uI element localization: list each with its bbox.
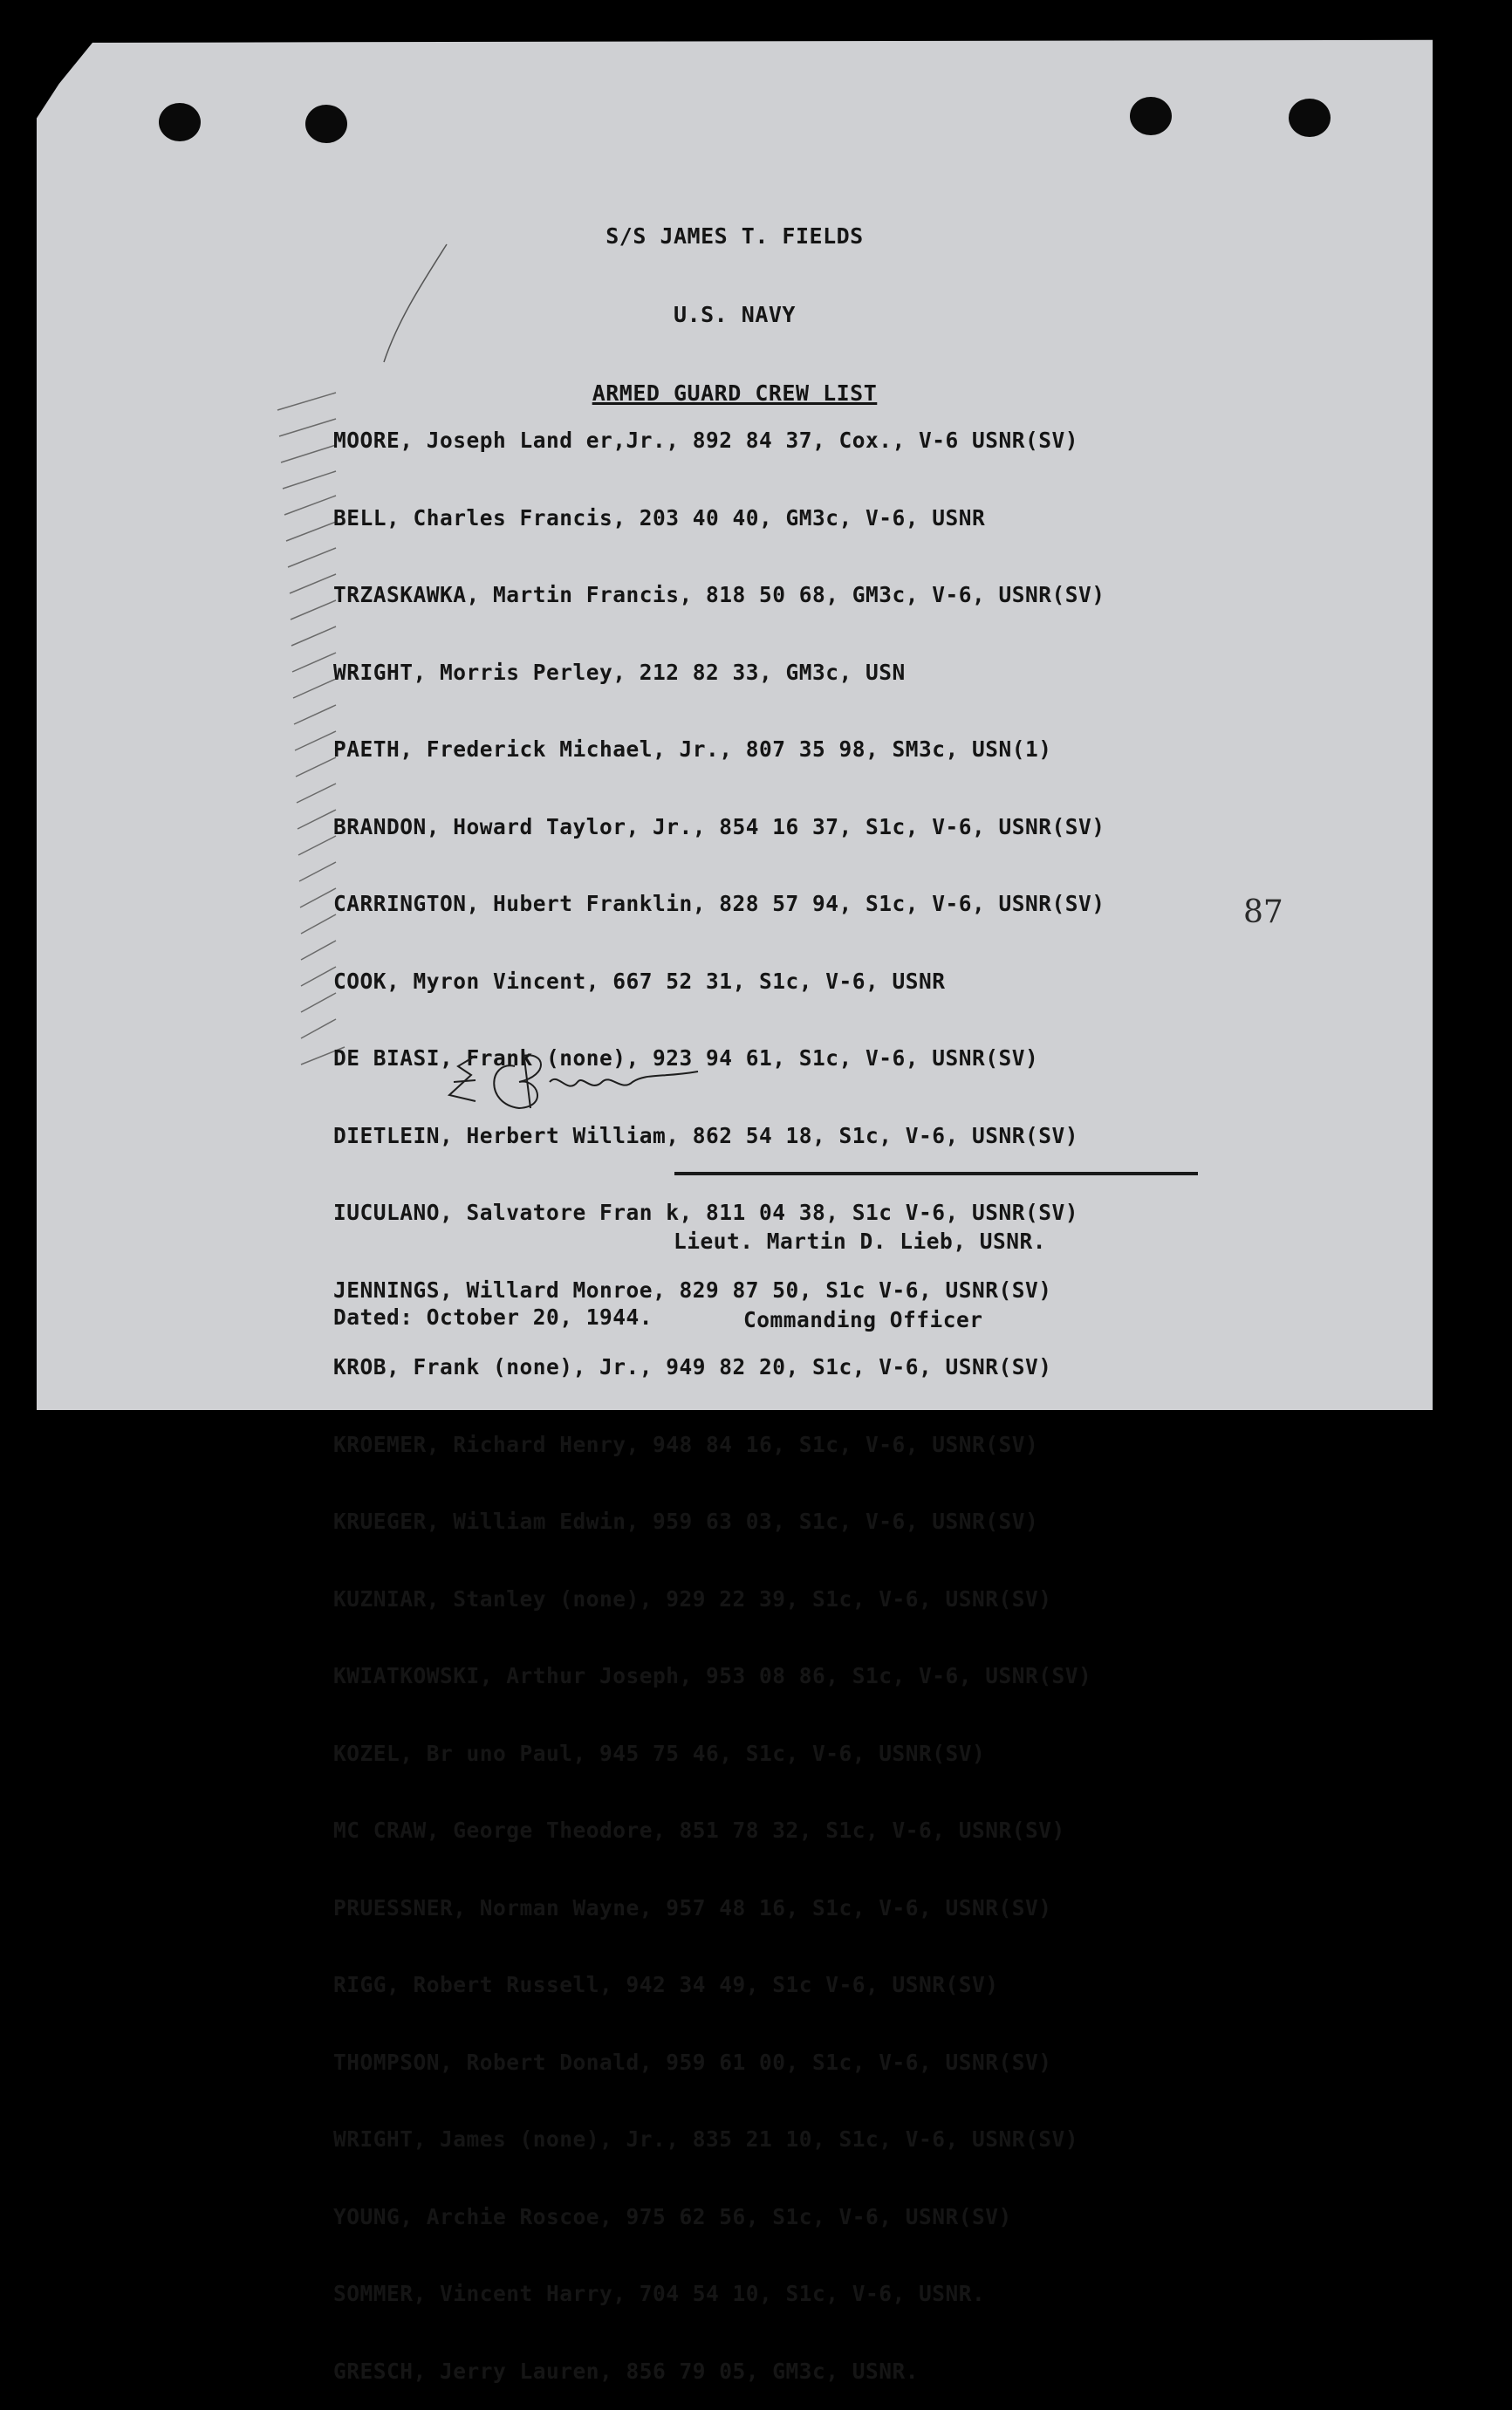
list-title: ARMED GUARD CREW LIST <box>592 380 878 406</box>
crew-entry: CARRINGTON, Hubert Franklin, 828 57 94, S1c, V-6, USNR(SV) <box>333 891 1105 916</box>
officer-title: Commanding Officer <box>743 1307 983 1332</box>
crew-entry: SOMMER, Vincent Harry, 704 54 10, S1c, V-6, USNR. <box>333 2281 986 2306</box>
crew-entry: TRZASKAWKA, Martin Francis, 818 50 68, GM3c, V-6, USNR(SV) <box>333 582 1105 607</box>
crew-entry: RIGG, Robert Russell, 942 34 49, S1c V-6, USNR(SV) <box>333 1972 999 1997</box>
crew-entry: PAETH, Frederick Michael, Jr., 807 35 98, SM3c, USN(1) <box>333 736 1052 762</box>
crew-entry: BRANDON, Howard Taylor, Jr., 854 16 37, S1c, V-6, USNR(SV) <box>333 813 1105 839</box>
crew-entry: MOORE, Joseph Land er,Jr., 892 84 37, Cox., V-6 USNR(SV) <box>333 428 1079 453</box>
crew-entry: KRUEGER, William Edwin, 959 63 03, S1c, V-6, USNR(SV) <box>333 1509 1039 1534</box>
crew-entry: THOMPSON, Robert Donald, 959 61 00, S1c, V-6, USNR(SV) <box>333 2049 1052 2075</box>
crew-entry: JENNINGS, Willard Monroe, 829 87 50, S1c V-6, USNR(SV) <box>333 1277 1052 1303</box>
ship-name: S/S JAMES T. FIELDS <box>605 223 864 249</box>
crew-entry: IUCULANO, Salvatore Fran k, 811 04 38, S1c V-6, USNR(SV) <box>333 1200 1079 1225</box>
branch-name: U.S. NAVY <box>674 302 796 327</box>
officer-name: Lieut. Martin D. Lieb, USNR. <box>674 1229 1047 1254</box>
crew-entry: GRESCH, Jerry Lauren, 856 79 05, GM3c, USNR. <box>333 2358 920 2384</box>
page-number: 87 <box>1243 894 1283 930</box>
crew-entry: KUZNIAR, Stanley (none), 929 22 39, S1c, V-6, USNR(SV) <box>333 1585 1052 1612</box>
crew-entry: MC CRAW, George Theodore, 851 78 32, S1c, V-6, USNR(SV) <box>333 1818 1065 1843</box>
crew-entry: DE BIASI, Frank (none), 923 94 61, S1c, V-6, USNR(SV) <box>333 1045 1039 1071</box>
crew-entry: WRIGHT, James (none), Jr., 835 21 10, S1c, V-6, USNR(SV) <box>333 2126 1079 2152</box>
crew-entry: WRIGHT, Morris Perley, 212 82 33, GM3c, USN <box>333 659 906 685</box>
date-line: Dated: October 20, 1944. <box>333 1304 653 1330</box>
crew-entry: KWIATKOWSKI, Arthur Joseph, 953 08 86, S1c, V-6, USNR(SV) <box>333 1663 1092 1688</box>
crew-entry: YOUNG, Archie Roscoe, 975 62 56, S1c, V-6, USNR(SV) <box>333 2203 1012 2229</box>
officer-block <box>674 1176 1046 1359</box>
crew-entry: DIETLEIN, Herbert William, 862 54 18, S1c, V-6, USNR(SV) <box>333 1122 1079 1148</box>
crew-entry: BELL, Charles Francis, 203 40 40, GM3c, V-6, USNR <box>333 504 986 531</box>
crew-entry: KOZEL, Br uno Paul, 945 75 46, S1c, V-6, USNR(SV) <box>333 1740 986 1766</box>
signature-line <box>674 1172 1198 1175</box>
crew-entry: PRUESSNER, Norman Wayne, 957 48 16, S1c, V-6, USNR(SV) <box>333 1894 1052 1920</box>
crew-entry: KROEMER, Richard Henry, 948 84 16, S1c, V-6, USNR(SV) <box>333 1431 1039 1457</box>
crew-entry: COOK, Myron Vincent, 667 52 31, S1c, V-6, USNR <box>333 968 946 994</box>
crew-entry: KROB, Frank (none), Jr., 949 82 20, S1c, V-6, USNR(SV) <box>333 1354 1052 1380</box>
